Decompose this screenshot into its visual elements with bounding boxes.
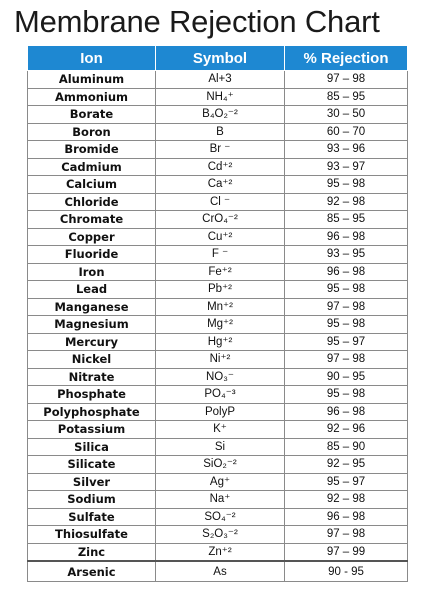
symbol-cell: Mn⁺² xyxy=(156,298,285,316)
ion-cell: Thiosulfate xyxy=(28,526,156,544)
table-row xyxy=(28,71,408,89)
table-row xyxy=(28,508,408,526)
rejection-cell: 97 – 98 xyxy=(285,526,408,544)
ion-cell: Boron xyxy=(28,123,156,141)
rejection-cell: 95 – 98 xyxy=(285,176,408,194)
symbol-cell: Ca⁺² xyxy=(156,176,285,194)
symbol-cell: NH₄⁺ xyxy=(156,88,285,106)
symbol-cell: NO₃⁻ xyxy=(156,368,285,386)
table-row xyxy=(28,88,408,106)
table-row xyxy=(28,421,408,439)
table-row xyxy=(28,316,408,334)
ion-cell: Nitrate xyxy=(28,368,156,386)
rejection-cell: 97 – 99 xyxy=(285,543,408,561)
rejection-cell: 97 – 98 xyxy=(285,351,408,369)
symbol-cell: S₂O₃⁻² xyxy=(156,526,285,544)
ion-cell: Bromide xyxy=(28,141,156,159)
rejection-cell: 90 - 95 xyxy=(285,561,408,582)
ion-cell: Silver xyxy=(28,473,156,491)
symbol-cell: Ag⁺ xyxy=(156,473,285,491)
rejection-cell: 93 – 96 xyxy=(285,141,408,159)
table-row xyxy=(28,368,408,386)
symbol-cell: Si xyxy=(156,438,285,456)
symbol-cell: Al+3 xyxy=(156,71,285,89)
table-header-row xyxy=(28,46,408,71)
rejection-cell: 96 – 98 xyxy=(285,228,408,246)
ion-cell: Iron xyxy=(28,263,156,281)
table-row xyxy=(28,561,408,582)
table-row xyxy=(28,473,408,491)
ion-cell: Borate xyxy=(28,106,156,124)
ion-cell: Lead xyxy=(28,281,156,299)
rejection-cell: 92 – 95 xyxy=(285,456,408,474)
table-row xyxy=(28,456,408,474)
symbol-cell: Na⁺ xyxy=(156,491,285,509)
rejection-cell: 90 – 95 xyxy=(285,368,408,386)
symbol-cell: B₄O₂⁻² xyxy=(156,106,285,124)
ion-cell: Chloride xyxy=(28,193,156,211)
rejection-cell: 95 – 98 xyxy=(285,386,408,404)
table-row xyxy=(28,211,408,229)
rejection-cell: 96 – 98 xyxy=(285,403,408,421)
ion-cell: Zinc xyxy=(28,543,156,561)
symbol-cell: SO₄⁻² xyxy=(156,508,285,526)
rejection-cell: 85 – 95 xyxy=(285,88,408,106)
rejection-cell: 93 – 97 xyxy=(285,158,408,176)
ion-cell: Sodium xyxy=(28,491,156,509)
ion-cell: Ammonium xyxy=(28,88,156,106)
symbol-cell: Br ⁻ xyxy=(156,141,285,159)
symbol-cell: B xyxy=(156,123,285,141)
rejection-cell: 97 – 98 xyxy=(285,71,408,89)
header-rejection: % Rejection xyxy=(285,46,408,71)
table-row xyxy=(28,491,408,509)
table-row xyxy=(28,543,408,561)
symbol-cell: PO₄⁻³ xyxy=(156,386,285,404)
ion-cell: Copper xyxy=(28,228,156,246)
symbol-cell: Zn⁺² xyxy=(156,543,285,561)
symbol-cell: K⁺ xyxy=(156,421,285,439)
ion-cell: Manganese xyxy=(28,298,156,316)
symbol-cell: Cd⁺² xyxy=(156,158,285,176)
rejection-cell: 93 – 95 xyxy=(285,246,408,264)
header-symbol: Symbol xyxy=(156,46,285,71)
symbol-cell: Cu⁺² xyxy=(156,228,285,246)
table-row xyxy=(28,246,408,264)
rejection-cell: 30 – 50 xyxy=(285,106,408,124)
symbol-cell: As xyxy=(156,561,285,582)
table-row xyxy=(28,193,408,211)
table-body xyxy=(28,71,408,582)
rejection-cell: 95 – 98 xyxy=(285,316,408,334)
rejection-cell: 95 – 98 xyxy=(285,281,408,299)
ion-cell: Calcium xyxy=(28,176,156,194)
table-row xyxy=(28,123,408,141)
rejection-cell: 96 – 98 xyxy=(285,263,408,281)
table-row xyxy=(28,158,408,176)
symbol-cell: Fe⁺² xyxy=(156,263,285,281)
table-row xyxy=(28,438,408,456)
ion-cell: Polyphosphate xyxy=(28,403,156,421)
table-row xyxy=(28,228,408,246)
page-title: Membrane Rejection Chart xyxy=(14,4,380,39)
rejection-cell: 97 – 98 xyxy=(285,298,408,316)
rejection-cell: 85 – 90 xyxy=(285,438,408,456)
rejection-cell: 95 – 97 xyxy=(285,333,408,351)
table-row xyxy=(28,526,408,544)
rejection-cell: 92 – 98 xyxy=(285,193,408,211)
ion-cell: Mercury xyxy=(28,333,156,351)
symbol-cell: Ni⁺² xyxy=(156,351,285,369)
rejection-cell: 92 – 96 xyxy=(285,421,408,439)
rejection-table xyxy=(27,45,408,582)
table-row xyxy=(28,281,408,299)
ion-cell: Silica xyxy=(28,438,156,456)
ion-cell: Chromate xyxy=(28,211,156,229)
table-row xyxy=(28,141,408,159)
ion-cell: Potassium xyxy=(28,421,156,439)
table-row xyxy=(28,386,408,404)
table-row xyxy=(28,298,408,316)
ion-cell: Silicate xyxy=(28,456,156,474)
ion-cell: Fluoride xyxy=(28,246,156,264)
rejection-cell: 95 – 97 xyxy=(285,473,408,491)
ion-cell: Nickel xyxy=(28,351,156,369)
table-row xyxy=(28,351,408,369)
symbol-cell: F ⁻ xyxy=(156,246,285,264)
symbol-cell: PolyP xyxy=(156,403,285,421)
table-row xyxy=(28,403,408,421)
rejection-cell: 96 – 98 xyxy=(285,508,408,526)
table-row xyxy=(28,263,408,281)
table-row xyxy=(28,106,408,124)
ion-cell: Sulfate xyxy=(28,508,156,526)
symbol-cell: SiO₂⁻² xyxy=(156,456,285,474)
table-row xyxy=(28,176,408,194)
ion-cell: Cadmium xyxy=(28,158,156,176)
rejection-cell: 92 – 98 xyxy=(285,491,408,509)
ion-cell: Aluminum xyxy=(28,71,156,89)
rejection-cell: 85 – 95 xyxy=(285,211,408,229)
symbol-cell: Mg⁺² xyxy=(156,316,285,334)
rejection-cell: 60 – 70 xyxy=(285,123,408,141)
ion-cell: Arsenic xyxy=(28,561,156,582)
symbol-cell: Cl ⁻ xyxy=(156,193,285,211)
symbol-cell: Hg⁺² xyxy=(156,333,285,351)
header-ion: Ion xyxy=(28,46,156,71)
symbol-cell: Pb⁺² xyxy=(156,281,285,299)
symbol-cell: CrO₄⁻² xyxy=(156,211,285,229)
ion-cell: Phosphate xyxy=(28,386,156,404)
table-row xyxy=(28,333,408,351)
ion-cell: Magnesium xyxy=(28,316,156,334)
